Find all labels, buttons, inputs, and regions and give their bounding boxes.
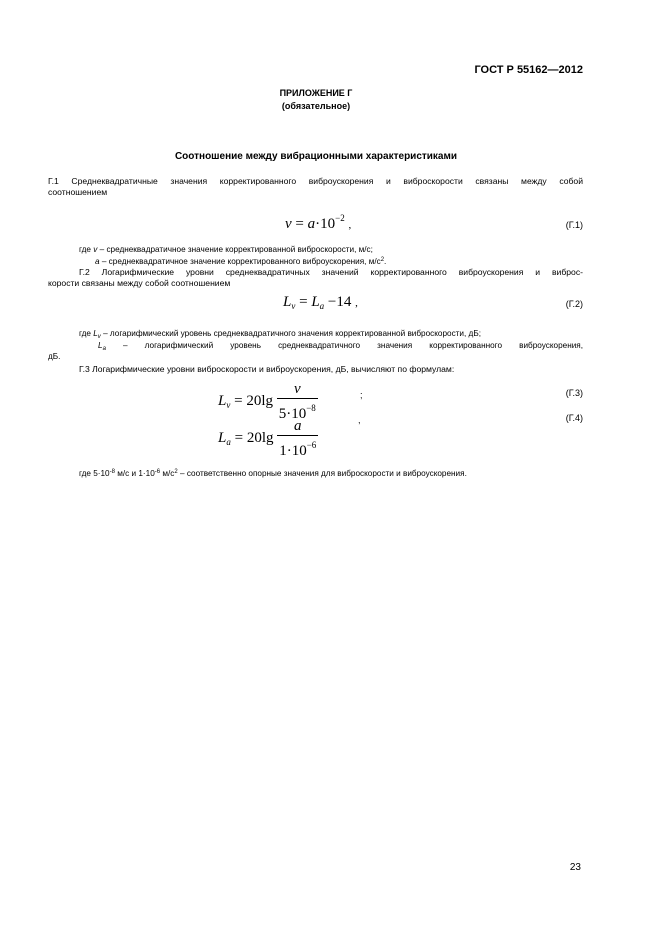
eq2-comma: ,: [355, 297, 358, 309]
where-v-line: [79, 244, 373, 255]
eq2-const: 14: [336, 294, 352, 310]
equation-g2: [283, 294, 358, 311]
eq4-equals: =: [234, 429, 244, 446]
eq3-den-exp: −8: [306, 403, 316, 413]
paragraph-g2-line2: корости связаны между собой соотношением: [48, 278, 231, 288]
section-title: Соотношение между вибрационными характеристиками: [174, 151, 458, 162]
eq3-punct: ;: [360, 390, 363, 400]
paragraph-g2-line1: Г.2 Логарифмические уровни среднеквадратичных значений корректированного виброускорения и виброс-: [79, 267, 583, 277]
equation-g4: [218, 417, 318, 460]
eq3-dot: ·: [286, 406, 292, 422]
ref-tail: – соответственно опорные значения для виброскорости и виброускорения.: [180, 469, 467, 478]
symbol-lv-sub: v: [97, 334, 101, 340]
eq1-exp: −2: [335, 213, 345, 223]
ref-exp2: -6: [154, 469, 161, 475]
eq1-a: a: [307, 216, 316, 232]
eq3-sub: v: [226, 399, 231, 410]
ref-mid2: м/с: [162, 469, 175, 478]
eq2-sub-a: a: [319, 301, 325, 311]
paragraph-g1-line2: соотношением: [48, 187, 108, 197]
eq3-den-base: 10: [291, 406, 307, 422]
equation-number-g1: (Г.1): [565, 220, 583, 230]
where-la-end: дБ.: [48, 352, 61, 361]
eq2-L2: L: [311, 294, 320, 310]
eq2-equals: =: [299, 294, 308, 310]
symbol-a: a: [95, 257, 100, 266]
where-reference-line: [79, 467, 467, 479]
symbol-la-sub: a: [102, 346, 106, 352]
where-lv-text: – логарифмический уровень среднеквадратичного значения корректированной виброскорости, дБ;: [103, 329, 481, 338]
eq4-den-exp: −6: [306, 440, 317, 450]
symbol-v: v: [93, 245, 98, 254]
where-la-text: – логарифмический уровень среднеквадратичного значения корректированного виброускорения,: [123, 341, 583, 350]
where-a-line: [95, 255, 386, 267]
ref-prefix: где 5·10: [79, 469, 110, 478]
eq3-coef: 20lg: [246, 392, 273, 409]
symbol-la: L: [98, 341, 103, 350]
where-v-text: – среднеквадратичное значение корректированной виброскорости, м/с;: [99, 245, 373, 254]
symbol-lv: L: [93, 329, 98, 338]
equation-number-g3: (Г.3): [565, 388, 583, 398]
eq4-den-coef: 1: [279, 443, 287, 459]
eq1-dot: ·: [315, 216, 321, 232]
where-a-end: .: [384, 257, 387, 266]
eq1-comma: ,: [348, 219, 352, 231]
eq4-coef: 20lg: [246, 429, 274, 446]
equation-number-g4: (Г.4): [565, 413, 583, 423]
eq3-L: L: [218, 392, 227, 409]
where-a-text: – среднеквадратичное значение корректированного виброускорения, м/с: [101, 257, 381, 266]
eq4-den-base: 10: [291, 443, 307, 459]
eq3-numerator: v: [293, 381, 301, 397]
where-la-line: [98, 340, 583, 355]
eq2-minus: −: [327, 294, 337, 310]
where-a-exp: 2: [380, 257, 385, 263]
page-number: 23: [569, 862, 581, 873]
eq4-dot: ·: [286, 443, 292, 459]
eq4-fraction: [277, 417, 318, 460]
eq4-sub: a: [226, 436, 231, 447]
standard-number: ГОСТ Р 55162—2012: [474, 64, 583, 76]
equation-g1: [285, 213, 351, 233]
ref-mid1: м/с и 1·10: [117, 469, 155, 478]
eq4-L: L: [218, 429, 227, 446]
eq4-denominator: [277, 435, 318, 460]
where-prefix: где: [79, 245, 91, 254]
eq1-equals: =: [295, 216, 304, 232]
eq3-den-coef: 5: [278, 406, 287, 422]
eq4-numerator: a: [294, 418, 302, 434]
ref-exp3: 2: [174, 469, 178, 475]
eq4-punct: ,: [358, 415, 361, 425]
equation-number-g2: (Г.2): [565, 299, 583, 309]
eq2-sub-v: v: [291, 301, 296, 311]
eq2-L: L: [283, 294, 292, 310]
paragraph-g1-line1: Г.1 Среднеквадратичные значения корректированного виброускорения и виброскорости связаны между собой: [48, 176, 583, 186]
appendix-title: ПРИЛОЖЕНИЕ Г: [279, 88, 353, 98]
paragraph-g3: Г.3 Логарифмические уровни виброскорости и виброускорения, дБ, вычисляют по формулам:: [79, 364, 455, 374]
where2-prefix: где: [79, 329, 91, 338]
appendix-status: (обязательное): [281, 101, 351, 111]
eq3-equals: =: [234, 392, 243, 409]
eq1-base: 10: [320, 216, 336, 232]
eq1-lhs: v: [285, 216, 292, 232]
ref-exp1: -8: [109, 469, 115, 475]
